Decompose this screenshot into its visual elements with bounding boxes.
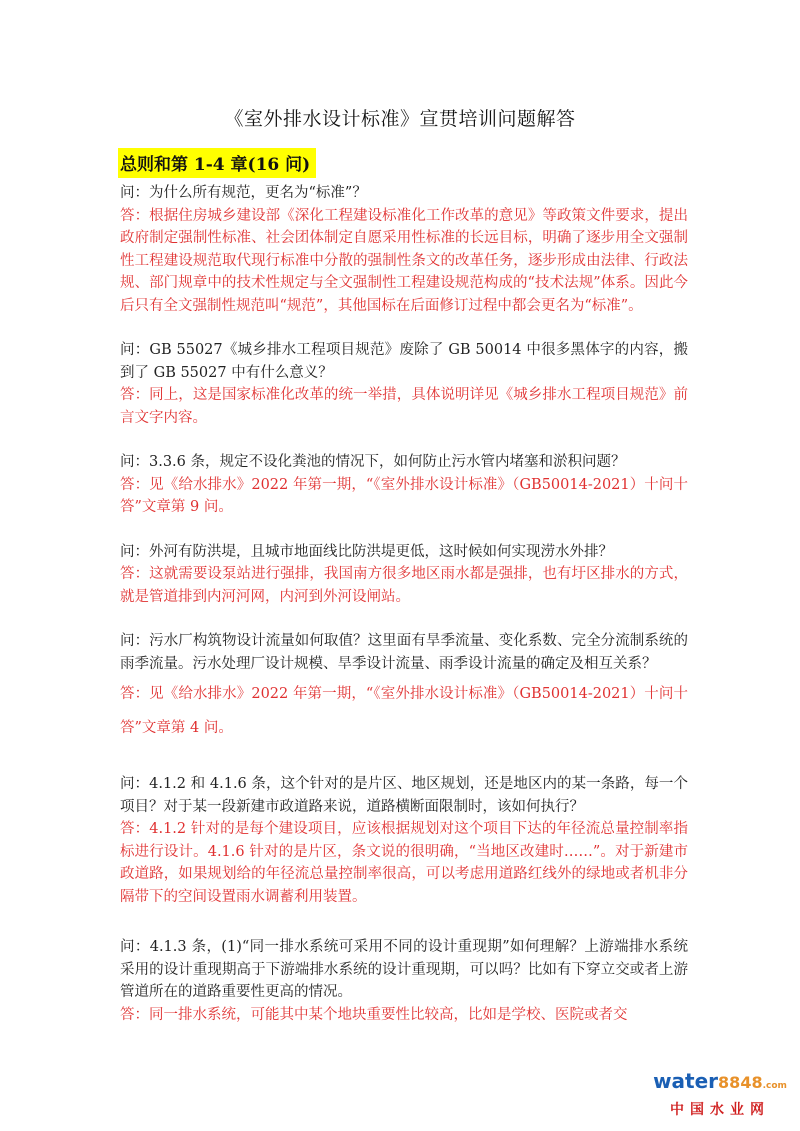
watermark-domain: .com: [762, 1081, 787, 1091]
answer: 答：根据住房城乡建设部《深化工程建设标准化工作改革的意见》等政策文件要求，提出政府制定强制性标准、社会团体制定自愿采用性标准的长远目标，明确了逐步用全文强制性工程建设规范取代现行标准中分散的强制性条文的改革任务，逐步形成由法律、行政法规、部门规章中的技术性规定与全文强制性工程建设规范构成的“技术法规”体系。因此今后只有全文强制性规范叫“规范”，其他国标在后面修订过程中都会更名为“标准”。: [120, 207, 688, 314]
question: 问：外河有防洪堤，且城市地面线比防洪堤更低，这时候如何实现涝水外排？: [120, 543, 613, 560]
question: 问：污水厂构筑物设计流量如何取值？这里面有旱季流量、变化系数、完全分流制系统的雨季流量。污水处理厂设计规模、旱季设计流量、雨季设计流量的确定及相互关系？: [120, 633, 688, 672]
question: 问：4.1.3 条，(1)“同一排水系统可采用不同的设计重现期”如何理解？上游端排水系统采用的设计重现期高于下游端排水系统的设计重现期，可以吗？比如有下穿立交或者上游管道所在的道路重要性更高的情况。: [120, 939, 688, 1000]
answer: 答：见《给水排水》2022 年第一期，“《室外排水设计标准》（GB50014-2021）十问十答”文章第 9 问。: [120, 476, 688, 515]
answer: 答：见《给水排水》2022 年第一期，“《室外排水设计标准》（GB50014-2021）十问十答”文章第 4 问。: [120, 686, 688, 736]
page-title: 《室外排水设计标准》宣贯培训问题解答: [224, 108, 576, 130]
watermark-logo: [650, 1070, 790, 1119]
watermark-site-name: 中国水业网: [670, 1102, 770, 1118]
question: 问：GB 55027《城乡排水工程项目规范》废除了 GB 50014 中很多黑体字的内容，搬到了 GB 55027 中有什么意义？: [120, 342, 688, 381]
question: 问：3.3.6 条，规定不设化粪池的情况下，如何防止污水管内堵塞和淤积问题？: [120, 454, 626, 470]
answer: 答：同上，这是国家标准化改革的统一举措，具体说明详见《城乡排水工程项目规范》前言文字内容。: [120, 387, 688, 426]
question: 问：为什么所有规范，更名为“标准”？: [120, 185, 367, 201]
answer: 答：这就需要设泵站进行强排，我国南方很多地区雨水都是强排，也有圩区排水的方式，就是管道排到内河河网，内河到外河设闸站。: [120, 566, 688, 605]
watermark-water: water: [653, 1069, 719, 1093]
qa-content: [120, 182, 688, 1026]
question: 问：4.1.2 和 4.1.6 条，这个针对的是片区、地区规划，还是地区内的某一条路，每一个项目？对于某一段新建市政道路来说，道路横断面限制时，该如何执行？: [120, 776, 688, 815]
answer: 答：4.1.2 针对的是每个建设项目，应该根据规划对这个项目下达的年径流总量控制率指标进行设计。4.1.6 针对的是片区，条文说的很明确，“当地区改建时……”。对于新建市政道路，如果规划给的年径流总量控制率很高，可以考虑用道路红线外的绿地或者机非分隔带下的空间设置雨水调蓄利用装置。: [120, 821, 688, 905]
watermark-number: 8848: [718, 1073, 763, 1092]
answer: 答：同一排水系统，可能其中某个地块重要性比较高，比如是学校、医院或者交: [120, 1006, 628, 1023]
section-heading: 总则和第 1-4 章(16 问): [118, 148, 316, 178]
